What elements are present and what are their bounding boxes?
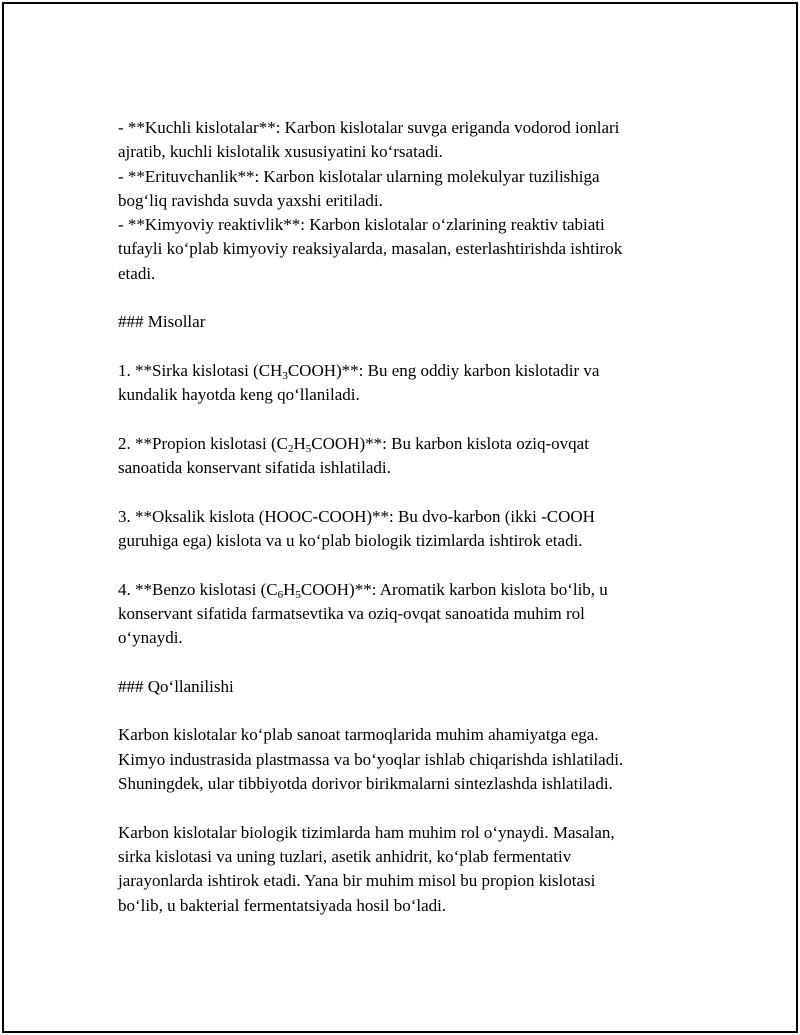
paragraph-line: Karbon kislotalar ko‘plab sanoat tarmoqlarida muhim ahamiyatga ega. bbox=[118, 725, 599, 745]
properties-list bbox=[118, 116, 698, 286]
paragraph-line: jarayonlarda ishtirok etadi. Yana bir muhim misol bu propion kislotasi bbox=[118, 871, 596, 891]
paragraph-line: Kimyo industrasida plastmassa va bo‘yoqlar ishlab chiqarishda ishlatiladi. bbox=[118, 749, 624, 769]
example-line: konservant sifatida farmatsevtika va oziq-ovqat sanoatida muhim rol bbox=[118, 603, 585, 623]
paragraph-line: Karbon kislotalar biologik tizimlarda ham muhim rol o‘ynaydi. Masalan, bbox=[118, 822, 615, 842]
example-line bbox=[118, 432, 698, 456]
list-item-line: - **Kimyoviy reaktivlik**: Karbon kislotalar o‘zlarining reaktiv tabiati bbox=[118, 215, 605, 235]
example-text: H bbox=[293, 433, 306, 453]
list-item-line: bog‘liq ravishda suvda yaxshi eritiladi. bbox=[118, 190, 383, 210]
example-text: 1. **Sirka kislotasi (CH bbox=[118, 360, 283, 380]
subscript: 3 bbox=[282, 369, 288, 382]
usage-heading bbox=[118, 675, 698, 699]
section-heading: ### Misollar bbox=[118, 312, 206, 332]
example-line bbox=[118, 578, 698, 602]
example-text: 2. **Propion kislotasi (C bbox=[118, 433, 289, 453]
subscript: 5 bbox=[295, 588, 301, 601]
example-4 bbox=[118, 578, 698, 651]
document-body bbox=[118, 116, 698, 918]
example-text: COOH)**: Bu eng oddiy karbon kislotadir va bbox=[287, 360, 600, 380]
example-line: guruhiga ega) kislota va u ko‘plab biologik tizimlarda ishtirok etadi. bbox=[118, 531, 583, 551]
list-item-line: - **Erituvchanlik**: Karbon kislotalar ularning molekulyar tuzilishiga bbox=[118, 166, 600, 186]
example-line: o‘ynaydi. bbox=[118, 628, 183, 648]
list-item-line: tufayli ko‘plab kimyoviy reaksiyalarda, masalan, esterlashtirishda ishtirok bbox=[118, 239, 623, 259]
example-line bbox=[118, 359, 698, 383]
example-text: H bbox=[283, 579, 296, 599]
example-3 bbox=[118, 505, 698, 554]
section-heading: ### Qo‘llanilishi bbox=[118, 676, 234, 696]
example-text: COOH)**: Aromatik karbon kislota bo‘lib, u bbox=[300, 579, 608, 599]
usage-paragraph-1 bbox=[118, 723, 698, 796]
examples-heading bbox=[118, 310, 698, 334]
subscript: 6 bbox=[277, 588, 284, 601]
example-line: kundalik hayotda keng qo‘llaniladi. bbox=[118, 385, 360, 405]
list-item-line: - **Kuchli kislotalar**: Karbon kislotalar suvga eriganda vodorod ionlari bbox=[118, 118, 620, 137]
example-2 bbox=[118, 432, 698, 481]
list-item-line: ajratib, kuchli kislotalik xususiyatini ko‘rsatadi. bbox=[118, 142, 443, 162]
paragraph-line: bo‘lib, u bakterial fermentatsiyada hosil bo‘ladi. bbox=[118, 895, 447, 915]
subscript: 5 bbox=[305, 442, 312, 455]
paragraph-line: Shuningdek, ular tibbiyotda dorivor birikmalarni sintezlashda ishlatiladi. bbox=[118, 774, 613, 794]
example-text: COOH)**: Bu karbon kislota oziq-ovqat bbox=[311, 433, 589, 453]
example-text: 4. **Benzo kislotasi (C bbox=[118, 579, 278, 599]
example-line: 3. **Oksalik kislota (HOOC-COOH)**: Bu dvo-karbon (ikki -COOH bbox=[118, 506, 595, 526]
list-item-line: etadi. bbox=[118, 263, 156, 283]
example-1 bbox=[118, 359, 698, 408]
example-line: sanoatida konservant sifatida ishlatiladi. bbox=[118, 458, 391, 478]
paragraph-line: sirka kislotasi va uning tuzlari, asetik anhidrit, ko‘plab fermentativ bbox=[118, 846, 572, 866]
subscript: 2 bbox=[288, 442, 294, 455]
usage-paragraph-2 bbox=[118, 821, 698, 918]
